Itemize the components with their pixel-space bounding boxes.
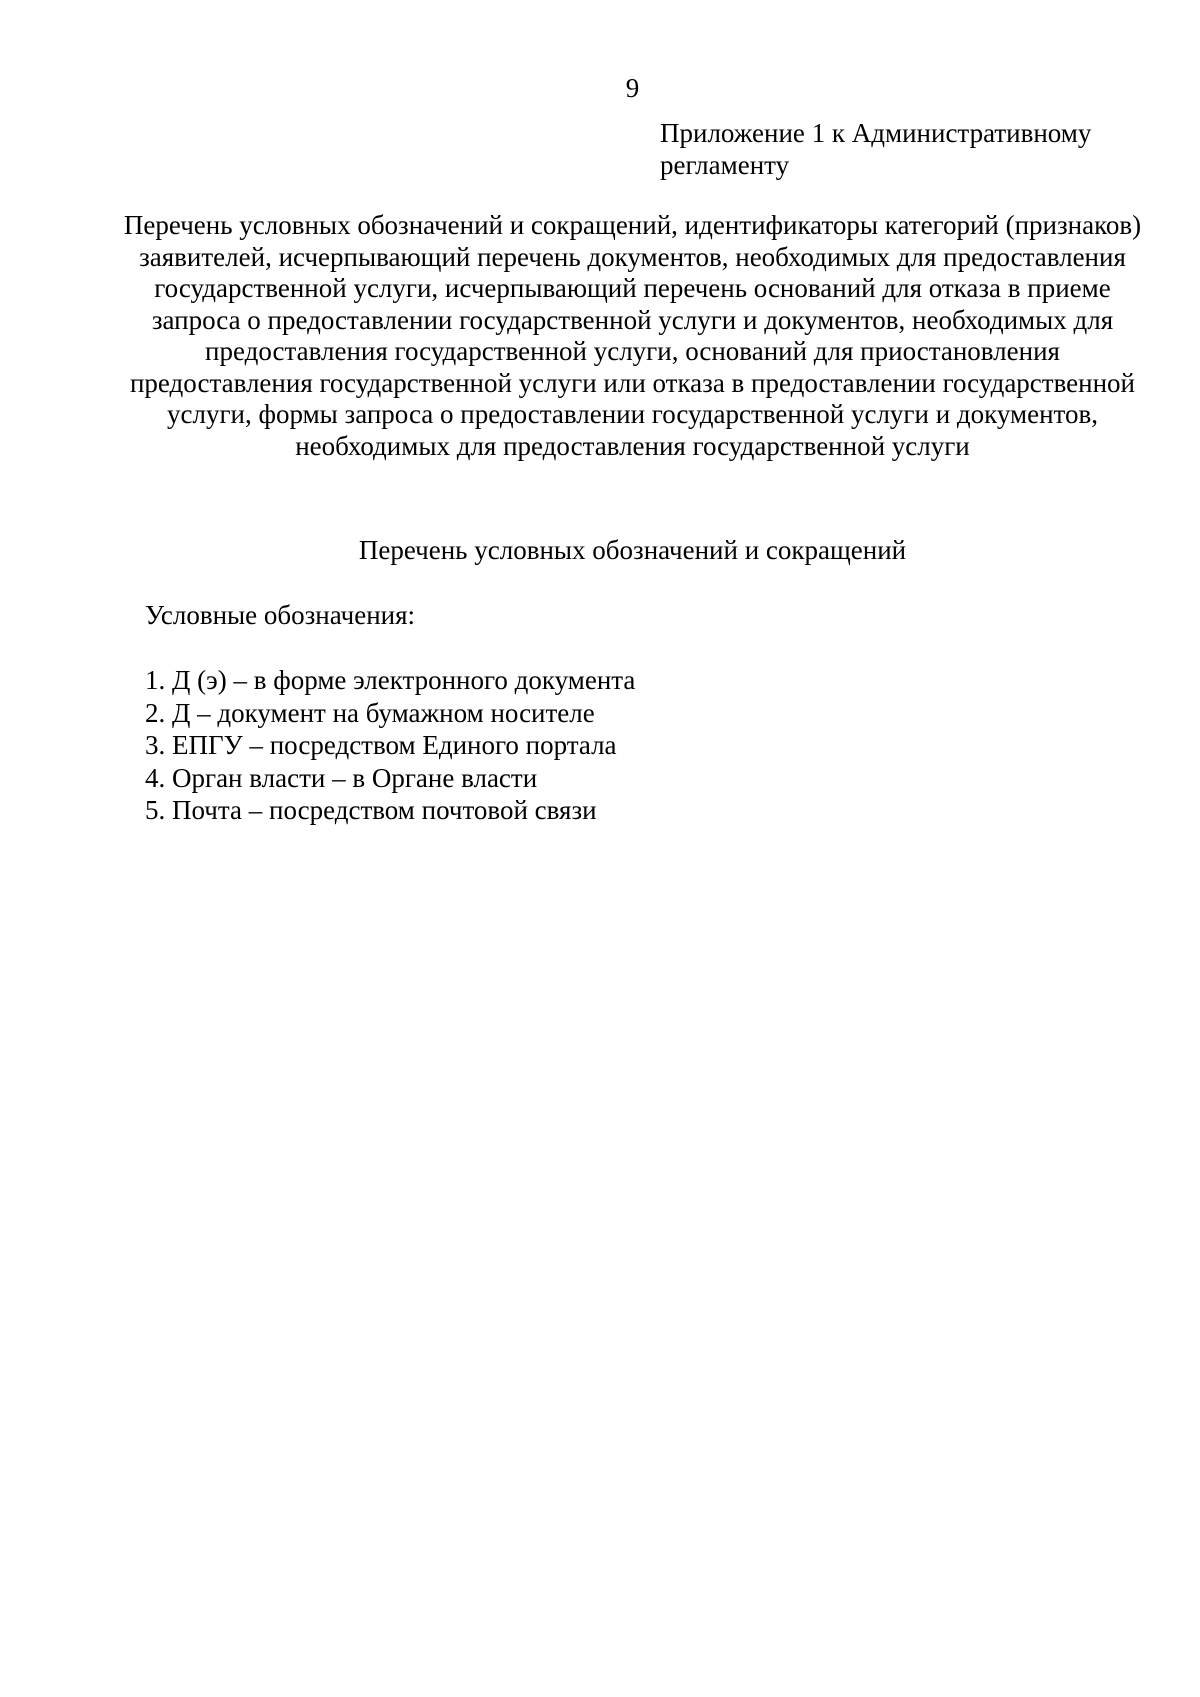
legend-label: Условные обозначения: [145, 600, 416, 630]
document-title: Перечень условных обозначений и сокращений, идентификаторы категорий (признаков) заявителей, исчерпывающий перечень документов, необходимых для предоставления государственной услуги, исчерпывающий перечень оснований для отказа в приеме запроса о предоставлении государственной услуги и документов, необходимых для предоставления государственной услуги, оснований для приостановления предоставления государственной услуги или отказа в предоставлении государственной услуги, формы запроса о предоставлении государственной услуги и документов, необходимых для предоставления государственной услуги [123, 210, 1142, 461]
list-item: 3. ЕПГУ – посредством Единого портала [145, 730, 617, 760]
appendix-note: Приложение 1 к Административному регламенту [660, 118, 1092, 180]
abbreviation-list [145, 664, 635, 827]
list-item: 1. Д (э) – в форме электронного документа [145, 665, 636, 695]
list-item: 5. Почта – посредством почтовой связи [145, 795, 597, 825]
section-heading: Перечень условных обозначений и сокращений [358, 535, 907, 565]
list-item: 2. Д – документ на бумажном носителе [145, 697, 595, 728]
page-number: 9 [625, 73, 640, 103]
list-item: 4. Орган власти – в Органе власти [145, 762, 538, 793]
